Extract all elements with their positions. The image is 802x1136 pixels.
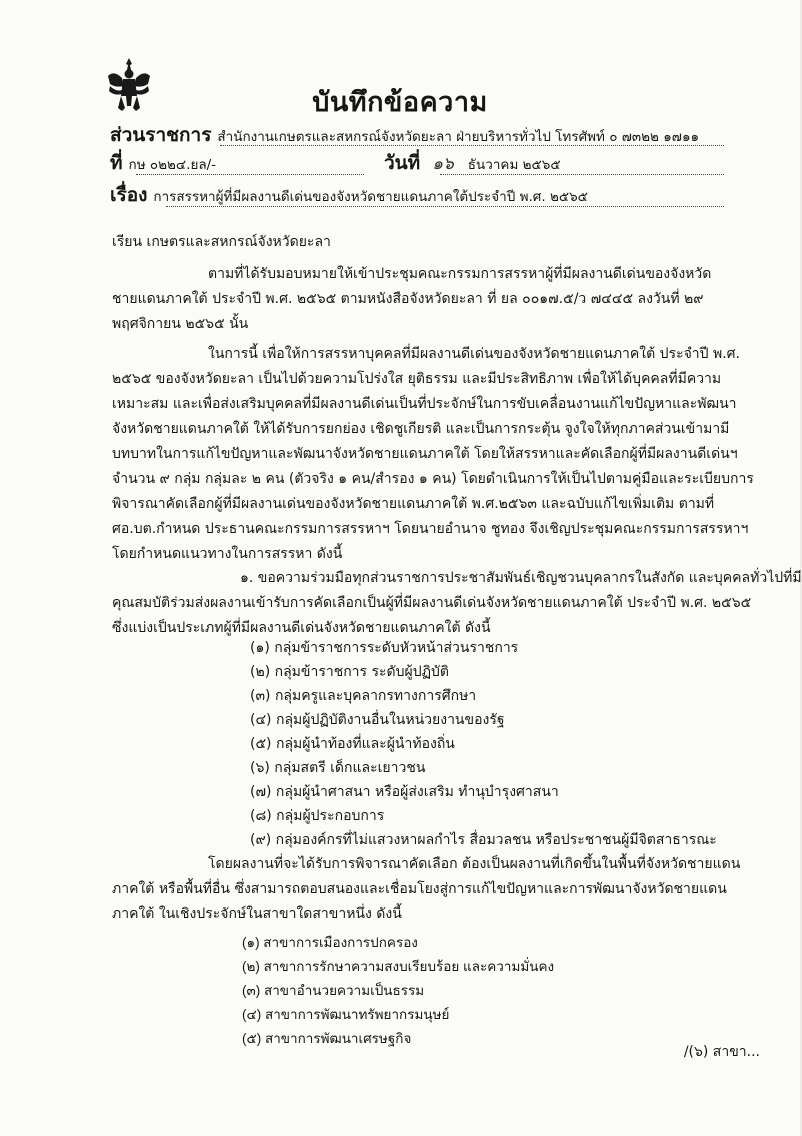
paragraph-line: ตามที่ได้รับมอบหมายให้เข้าประชุมคณะกรรมการสรรหาผู้ที่มีผลงานดีเด่นของจังหวัด xyxy=(208,266,712,282)
paragraph-line: ชายแดนภาคใต้ ประจำปี พ.ศ. ๒๕๖๕ ตามหนังสือจังหวัดยะลา ที่ ยล ๐๐๑๗.๕/ว ๗๔๔๕ ลงวันที่ ๒๙ xyxy=(112,291,704,307)
list-item: (๙) กลุ่มองค์กรที่ไม่แสวงหาผลกำไร สื่อมวลชน หรือประชาชนผู้มีจิตสาธารณะ xyxy=(250,832,717,848)
paragraph-line: ในการนี้ เพื่อให้การสรรหาบุคคลที่มีผลงานดีเด่นของจังหวัดชายแดนภาคใต้ ประจำปี พ.ศ. xyxy=(208,346,741,362)
date-label: วันที่ xyxy=(384,152,421,174)
list-item: (๘) กลุ่มผู้ประกอบการ xyxy=(250,808,385,824)
subject-label: เรื่อง xyxy=(110,184,148,206)
list-item: (๓) กลุ่มครูและบุคลากรทางการศึกษา xyxy=(250,688,477,704)
date-month-year: ธันวาคม ๒๕๖๕ xyxy=(467,157,561,173)
list-item: (๕) กลุ่มผู้นำท้องที่และผู้นำท้องถิ่น xyxy=(250,736,455,752)
ref-label: ที่ xyxy=(110,152,123,174)
list-item: (๓) สาขาอำนวยความเป็นธรรม xyxy=(242,983,425,998)
list-item: (๔) กลุ่มผู้ปฏิบัติงานอื่นในหน่วยงานของรัฐ xyxy=(250,712,505,728)
paragraph-line: ศอ.บต.กำหนด ประธานคณะกรรมการสรรหาฯ โดยนายอำนาจ ชูทอง จึงเชิญประชุมคณะกรรมการสรรหาฯ xyxy=(112,521,749,537)
paragraph-line: ๑. ขอความร่วมมือทุกส่วนราชการประชาสัมพันธ์เชิญชวนบุคลากรในสังกัด และบุคคลทั่วไปที่มี xyxy=(240,570,802,586)
agency-label: ส่วนราชการ xyxy=(110,124,212,146)
agency-value: สำนักงานเกษตรและสหกรณ์จังหวัดยะลา ฝ่ายบริหารทั่วไป โทรศัพท์ ๐ ๗๓๒๒ ๑๗๑๑ xyxy=(217,129,700,145)
paragraph-line: ซึ่งแบ่งเป็นประเภทผู้ที่มีผลงานดีเด่นจังหวัดชายแดนภาคใต้ ดังนี้ xyxy=(112,620,491,636)
list-item: (๒) สาขาการรักษาความสงบเรียบร้อย และความมั่นคง xyxy=(242,959,555,974)
paragraph-line: บทบาทในการแก้ไขปัญหาและพัฒนาจังหวัดชายแดนภาคใต้ โดยให้สรรหาและคัดเลือกผู้ที่มีผลงานดีเด่นฯ xyxy=(112,446,738,462)
branch-list xyxy=(228,931,744,1051)
ref-value: กษ ๐๒๒๔.ยล/- xyxy=(128,157,217,173)
salutation xyxy=(112,230,744,255)
paragraph-2 xyxy=(112,342,754,567)
agency-dotted-line xyxy=(220,145,724,146)
paragraph-line: จังหวัดชายแดนภาคใต้ ให้ได้รับการยกย่อง เชิดชูเกียรติ และเป็นการกระตุ้น จูงใจให้ทุกภาคส่วนเข้ามามี xyxy=(112,421,730,437)
list-item: (๕) สาขาการพัฒนาเศรษฐกิจ xyxy=(242,1031,412,1046)
subject-dotted-line xyxy=(166,206,724,207)
memo-title: บันทึกข้อความ xyxy=(312,87,488,118)
ref-dotted-line xyxy=(136,174,364,175)
paragraph-line: พฤศจิกายน ๒๕๖๕ นั้น xyxy=(112,316,249,332)
date-dotted-line xyxy=(440,174,724,175)
paragraph-line: จำนวน ๙ กลุ่ม กลุ่มละ ๒ คน (ตัวจริง ๑ คน/สำรอง ๑ คน) โดยดำเนินการให้เป็นไปตามคู่มือและระเบียบการ xyxy=(112,471,754,487)
paragraph-3 xyxy=(112,566,802,641)
paragraph-line: ๒๕๖๕ ของจังหวัดยะลา เป็นไปด้วยความโปร่งใส ยุติธรรม และมีประสิทธิภาพ เพื่อให้ได้บุคคลที่มีความ xyxy=(112,371,722,387)
paragraph-4 xyxy=(112,852,744,927)
list-item: (๒) กลุ่มข้าราชการ ระดับผู้ปฏิบัติ xyxy=(250,664,449,680)
paragraph-line: คุณสมบัติร่วมส่งผลงานเข้ารับการคัดเลือกเป็นผู้ที่มีผลงานดีเด่นจังหวัดชายแดนภาคใต้ ประจำปี พ.ศ. ๒๕๖๕ xyxy=(112,595,752,611)
salutation-text: เรียน เกษตรและสหกรณ์จังหวัดยะลา xyxy=(112,234,331,250)
paragraph-line: ภาคใต้ หรือพื้นที่อื่น ซึ่งสามารถตอบสนองและเชื่อมโยงสู่การแก้ไขปัญหาและการพัฒนาจังหวัดชายแดน xyxy=(112,881,727,897)
list-item: (๗) กลุ่มผู้นำศาสนา หรือผู้ส่งเสริม ทำนุบำรุงศาสนา xyxy=(250,784,559,800)
list-item: (๑) กลุ่มข้าราชการระดับหัวหน้าส่วนราชการ xyxy=(250,640,519,656)
paragraph-line: โดยผลงานที่จะได้รับการพิจารณาคัดเลือก ต้องเป็นผลงานที่เกิดขึ้นในพื้นที่จังหวัดชายแดน xyxy=(208,856,741,872)
paragraph-line: ภาคใต้ ในเชิงประจักษ์ในสาขาใดสาขาหนึ่ง ดังนี้ xyxy=(112,906,402,922)
group-list xyxy=(112,636,744,852)
paragraph-line: โดยกำหนดแนวทางในการสรรหา ดังนี้ xyxy=(112,546,343,562)
continuation-marker: /(๖) สาขา... xyxy=(683,1044,760,1060)
paragraph-1 xyxy=(112,262,744,337)
list-item: (๔) สาขาการพัฒนาทรัพยากรมนุษย์ xyxy=(242,1007,450,1022)
paragraph-line: พิจารณาคัดเลือกผู้ที่มีผลงานเด่นของจังหวัดชายแดนภาคใต้ พ.ศ.๒๕๖๓ และฉบับแก้ไขเพิ่มเติม ตามที่ xyxy=(112,496,715,512)
paragraph-line: เหมาะสม และเพื่อส่งเสริมบุคคลที่มีผลงานดีเด่นเป็นที่ประจักษ์ในการขับเคลื่อนงานแก้ไขปัญหาและพัฒนา xyxy=(112,396,737,412)
list-item: (๖) กลุ่มสตรี เด็กและเยาวชน xyxy=(250,760,426,776)
list-item: (๑) สาขาการเมืองการปกครอง xyxy=(242,935,418,950)
date-day: ๑๖ xyxy=(432,154,454,174)
subject-value: การสรรหาผู้ที่มีผลงานดีเด่นของจังหวัดชายแดนภาคใต้ประจำปี พ.ศ. ๒๕๖๕ xyxy=(153,189,588,205)
